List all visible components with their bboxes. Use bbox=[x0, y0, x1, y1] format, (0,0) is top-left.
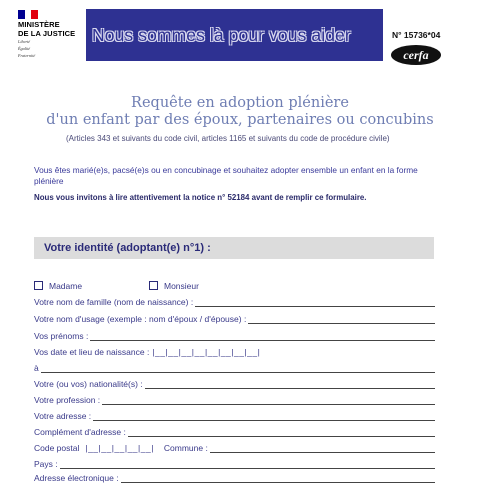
code-postal-field[interactable]: |__|__|__|__|__| bbox=[85, 443, 154, 453]
madame-checkbox[interactable] bbox=[34, 281, 43, 290]
madame-label: Madame bbox=[49, 281, 83, 291]
row-pays bbox=[34, 458, 435, 469]
form-title-line-1: Requête en adoption plénière bbox=[131, 95, 349, 111]
pays-field[interactable] bbox=[60, 460, 435, 469]
commune-label: Commune : bbox=[163, 443, 208, 453]
naissance-date-field[interactable]: |__|__|__|__|__|__|__|__| bbox=[152, 347, 261, 357]
nationalite-label: Votre (ou vos) nationalité(s) : bbox=[34, 379, 143, 389]
monsieur-option[interactable] bbox=[149, 281, 199, 291]
madame-option[interactable] bbox=[34, 281, 82, 291]
code-postal-label: Code postal bbox=[34, 443, 80, 453]
row-adresse bbox=[34, 410, 435, 421]
adresse-label: Votre adresse : bbox=[34, 411, 92, 421]
row-profession bbox=[34, 394, 435, 405]
legal-articles: (Articles 343 et suivants du code civil, articles 1165 et suivants du code de procédure civile) bbox=[66, 134, 390, 143]
row-nationalite bbox=[34, 378, 435, 389]
lieu-label: à bbox=[34, 363, 39, 373]
monsieur-label: Monsieur bbox=[164, 281, 199, 291]
nom-famille-field[interactable] bbox=[195, 298, 435, 307]
monsieur-checkbox[interactable] bbox=[149, 281, 158, 290]
prenoms-field[interactable] bbox=[90, 332, 435, 341]
profession-field[interactable] bbox=[102, 396, 435, 405]
row-email bbox=[34, 472, 435, 483]
ministry-name-line-2: DE LA JUSTICE bbox=[18, 28, 76, 38]
nom-famille-label: Votre nom de famille (nom de naissance) : bbox=[34, 297, 194, 307]
motto-fraternite: Fraternité bbox=[18, 52, 36, 58]
lieu-field[interactable] bbox=[41, 364, 435, 373]
section-identity-title: Votre identité (adoptant(e) n°1) : bbox=[44, 242, 211, 254]
notice-text: Nous vous invitons à lire attentivement la notice n° 52184 avant de remplir ce formulaire. bbox=[34, 193, 367, 202]
row-code-postal bbox=[34, 442, 435, 453]
row-nom-usage bbox=[34, 313, 435, 324]
nom-usage-field[interactable] bbox=[248, 315, 435, 324]
motto-egalite: Égalité bbox=[18, 45, 31, 51]
nationalite-field[interactable] bbox=[145, 380, 435, 389]
ministry-logo bbox=[18, 10, 88, 58]
french-flag-icon bbox=[18, 10, 38, 19]
form-number: N° 15736*04 bbox=[392, 30, 441, 40]
help-banner bbox=[86, 9, 383, 61]
row-complement bbox=[34, 426, 435, 437]
help-banner-text: Nous sommes là pour vous aider bbox=[92, 24, 351, 45]
cerfa-logo: cerfa bbox=[391, 45, 441, 65]
complement-field[interactable] bbox=[128, 428, 435, 437]
ministry-name-line-1: MINISTÈRE bbox=[18, 20, 60, 29]
prenoms-label: Vos prénoms : bbox=[34, 331, 89, 341]
email-field[interactable] bbox=[121, 474, 435, 483]
commune-field[interactable] bbox=[210, 444, 435, 453]
row-nom-famille bbox=[34, 296, 435, 307]
row-prenoms bbox=[34, 330, 435, 341]
row-naissance bbox=[34, 346, 435, 357]
form-title-line-2: d'un enfant par des époux, partenaires ou concubins bbox=[46, 112, 434, 128]
row-lieu bbox=[34, 362, 435, 373]
motto-liberte: Liberté bbox=[18, 39, 31, 44]
pays-label: Pays : bbox=[34, 459, 58, 469]
email-label: Adresse électronique : bbox=[34, 473, 119, 483]
naissance-label: Vos date et lieu de naissance : bbox=[34, 347, 150, 357]
adresse-field[interactable] bbox=[93, 412, 435, 421]
nom-usage-label: Votre nom d'usage (exemple : nom d'époux / d'épouse) : bbox=[34, 314, 247, 324]
profession-label: Votre profession : bbox=[34, 395, 101, 405]
complement-label: Complément d'adresse : bbox=[34, 427, 126, 437]
intro-text: Vous êtes marié(e)s, pacsé(e)s ou en concubinage et souhaitez adopter ensemble un enfant en la forme plénière bbox=[34, 165, 418, 186]
section-identity-header bbox=[34, 237, 434, 259]
